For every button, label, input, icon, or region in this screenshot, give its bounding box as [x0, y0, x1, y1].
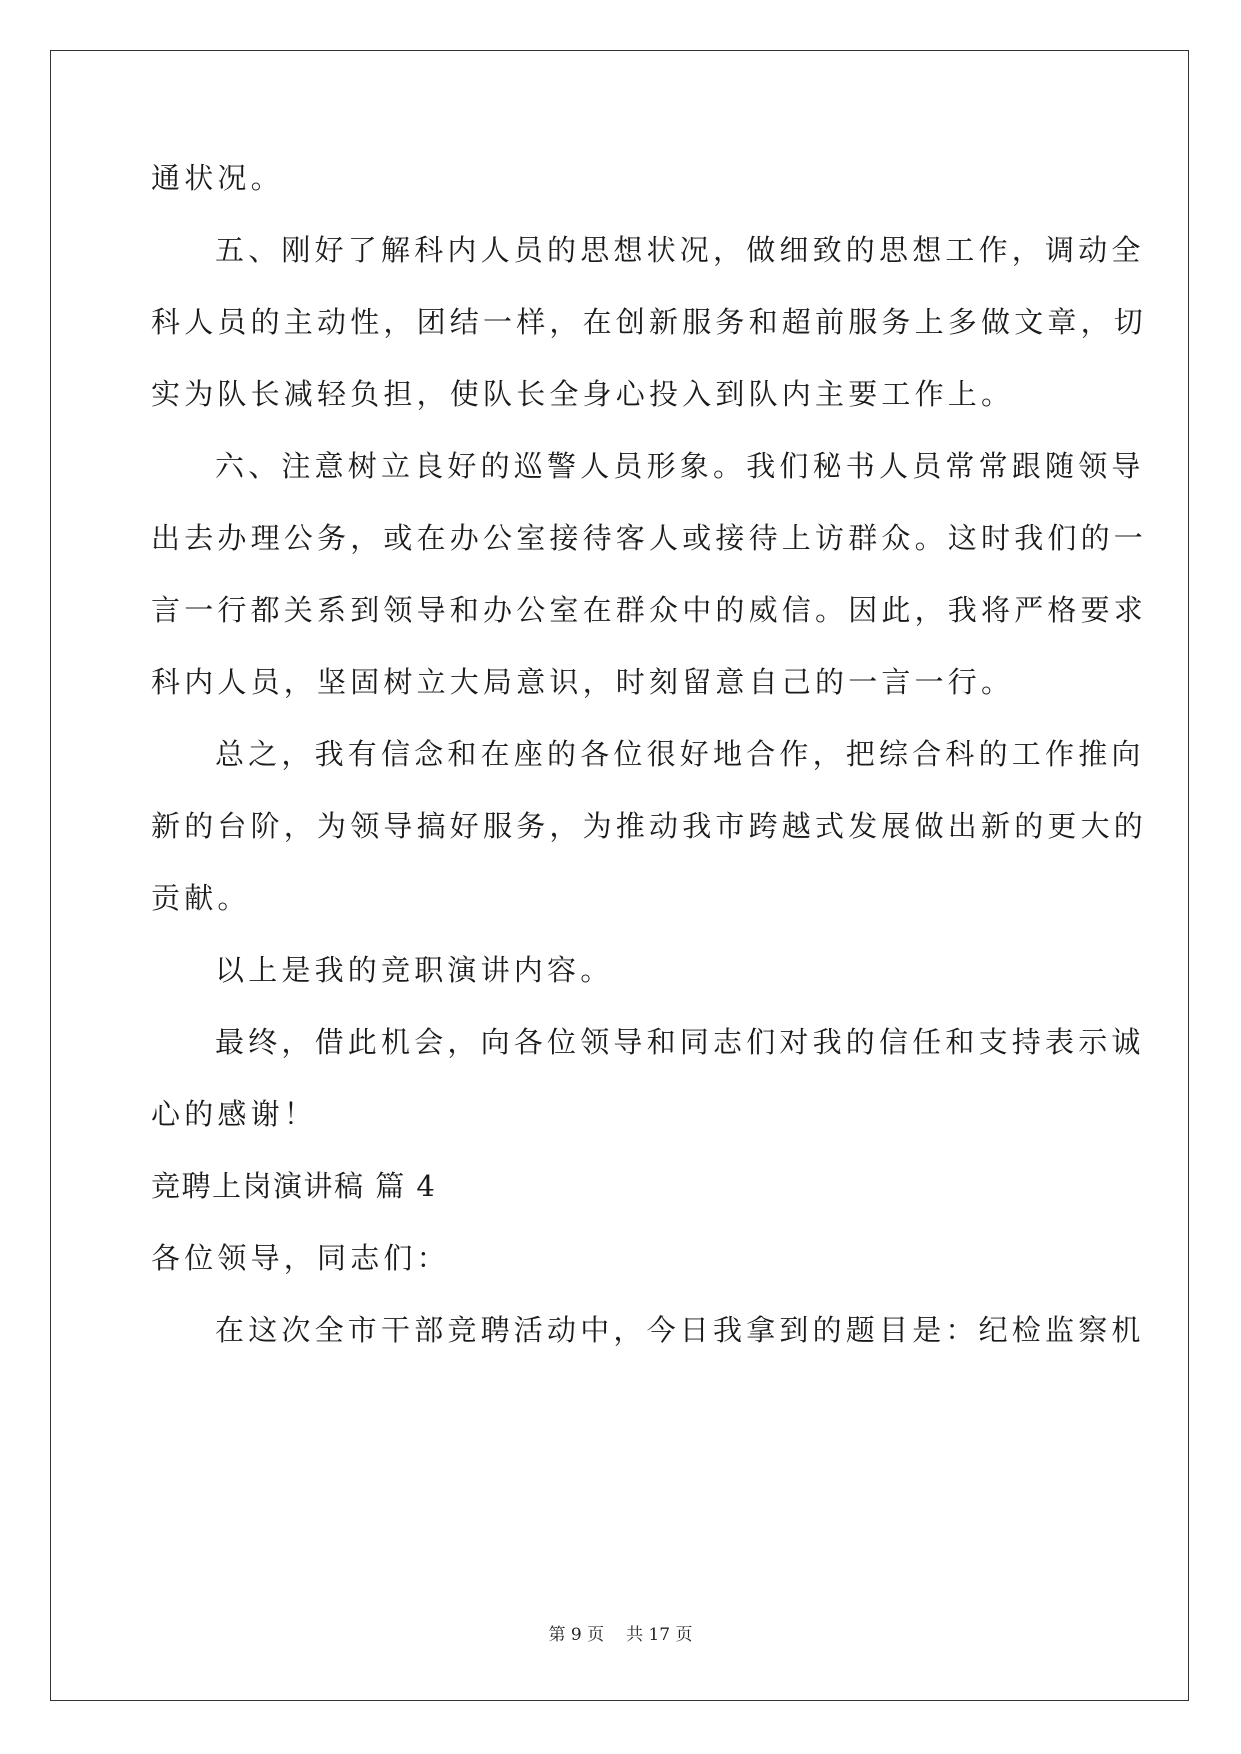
paragraph-line: 在这次全市干部竞聘活动中，今日我拿到的题目是：纪检监察机 [215, 1313, 1145, 1347]
paragraph-line: 总之，我有信念和在座的各位很好地合作，把综合科的工作推向 [215, 737, 1145, 771]
text-line: 贡献。 [151, 881, 251, 915]
page-number: 第 9 页 [548, 1625, 605, 1645]
section-heading: 竞聘上岗演讲稿 篇 4 [151, 1169, 437, 1203]
text-line: 科人员的主动性，团结一样，在创新服务和超前服务上多做文章，切 [151, 305, 1148, 339]
text-line: 实为队长减轻负担，使队长全身心投入到队内主要工作上。 [151, 377, 1015, 411]
text-line: 心的感谢！ [151, 1097, 318, 1131]
text-line: 出去办理公务，或在办公室接待客人或接待上访群众。这时我们的一 [151, 521, 1148, 555]
page-border [50, 50, 1189, 1701]
page-total: 共 17 页 [626, 1625, 693, 1645]
text-line: 言一行都关系到领导和办公室在群众中的威信。因此，我将严格要求 [151, 593, 1148, 627]
paragraph-line: 最终，借此机会，向各位领导和同志们对我的信任和支持表示诚 [215, 1025, 1145, 1059]
salutation: 各位领导，同志们： [151, 1241, 450, 1275]
text-line: 科内人员，坚固树立大局意识，时刻留意自己的一言一行。 [151, 665, 1015, 699]
text-line: 通状况。 [151, 161, 284, 195]
page-footer [0, 1624, 1241, 1646]
paragraph-line: 六、注意树立良好的巡警人员形象。我们秘书人员常常跟随领导 [215, 449, 1145, 483]
paragraph-line: 五、刚好了解科内人员的思想状况，做细致的思想工作，调动全 [215, 233, 1145, 267]
paragraph-line: 以上是我的竞职演讲内容。 [215, 953, 614, 987]
text-line: 新的台阶，为领导搞好服务，为推动我市跨越式发展做出新的更大的 [151, 809, 1148, 843]
